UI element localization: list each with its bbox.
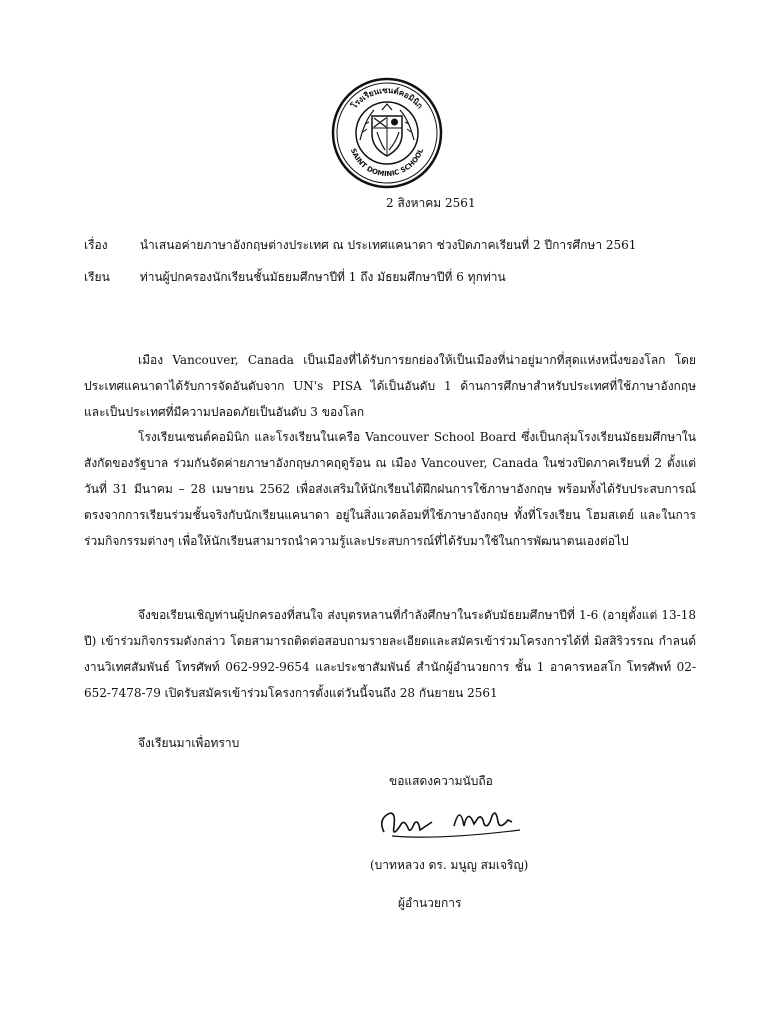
signer-position: ผู้อำนวยการ — [398, 896, 462, 910]
seal-top-text: โรงเรียนเซนต์คอมินิก — [349, 85, 425, 111]
body-paragraph-3: จึงขอเรียนเชิญท่านผู้ปกครองที่สนใจ ส่งบุตรหลานที่กำลังศึกษาในระดับมัธยมศึกษาปีที่ 1-6 (อายุตั้งแต่ 13-18 ปี) เข้าร่วมกิจกรรมดังกล่าว โดยสามารถติดต่อสอบถามรายละเอียดและสมัครเข้าร่วมโครงการได้ที่ มิสสิริวรรณ กำลนด์ งานวิเทศสัมพันธ์ โทรศัพท์ 062-992-9654 และประชาสัมพันธ์ สำนักผู้อำนวยการ ชั้น 1 อาคารหอสโก โทรศัพท์ 02-652-7478-79 เปิดรับสมัครเข้าร่วมโครงการตั้งแต่วันนี้จนถึง 28 กันยายน 2561 — [84, 608, 696, 700]
handwritten-signature — [370, 796, 540, 846]
seal-bottom-text: SAINT DOMINIC SCHOOL — [348, 147, 426, 179]
subject-text: นำเสนอค่ายภาษาอังกฤษต่างประเทศ ณ ประเทศแคนาดา ช่วงปิดภาคเรียนที่ 2 ปีการศึกษา 2561 — [139, 238, 637, 252]
recipient-label: เรียน — [84, 270, 110, 284]
letter-date: 2 สิงหาคม 2561 — [386, 196, 476, 210]
school-seal-logo — [330, 76, 444, 190]
recipient-line — [84, 268, 506, 287]
body-paragraph-2: โรงเรียนเซนต์คอมินิก และโรงเรียนในเครือ Vancouver School Board ซึ่งเป็นกลุ่มโรงเรียนมัธยมศึกษาในสังกัดของรัฐบาล ร่วมกันจัดค่ายภาษาอังกฤษภาคฤดูร้อน ณ เมือง Vancouver, Canada ในช่วงปิดภาคเรียนที่ 2 ตั้งแต่วันที่ 31 มีนาคม – 28 เมษายน 2562 เพื่อส่งเสริมให้นักเรียนได้ฝึกฝนการใช้ภาษาอังกฤษ พร้อมทั้งได้รับประสบการณ์ตรงจากการเรียนร่วมชั้นจริงกับนักเรียนแคนาดา อยู่ในสิ่งแวดล้อมที่ใช้ภาษาอังกฤษ ทั้งที่โรงเรียน โฮมสเตย์ และในการร่วมกิจกรรมต่างๆ เพื่อให้นักเรียนสามารถนำความรู้และประสบการณ์ที่ได้รับมาใช้ในการพัฒนาตนเองต่อไป — [84, 430, 696, 548]
regards-line: ขอแสดงความนับถือ — [389, 774, 493, 788]
svg-text:โรงเรียนเซนต์คอมินิก — [348, 86, 424, 112]
subject-label: เรื่อง — [84, 238, 108, 252]
recipient-text: ท่านผู้ปกครองนักเรียนชั้นมัธยมศึกษาปีที่ 1 ถึง มัธยมศึกษาปีที่ 6 ทุกท่าน — [139, 270, 506, 284]
closing-line: จึงเรียนมาเพื่อทราบ — [138, 736, 240, 750]
signer-name: (บาทหลวง ดร. มนูญ สมเจริญ) — [370, 858, 529, 872]
body-paragraph-1: เมือง Vancouver, Canada เป็นเมืองที่ได้รับการยกย่องให้เป็นเมืองที่น่าอยู่มากที่สุดแห่งหนึ่งของโลก โดยประเทศแคนาดาได้รับการจัดอันดับจาก UN's PISA ได้เป็นอันดับ 1 ด้านการศึกษาสำหรับประเทศที่ใช้ภาษาอังกฤษ และเป็นประเทศที่มีความปลอดภัยเป็นอันดับ 3 ของโลก — [84, 353, 696, 419]
subject-line — [84, 236, 636, 255]
